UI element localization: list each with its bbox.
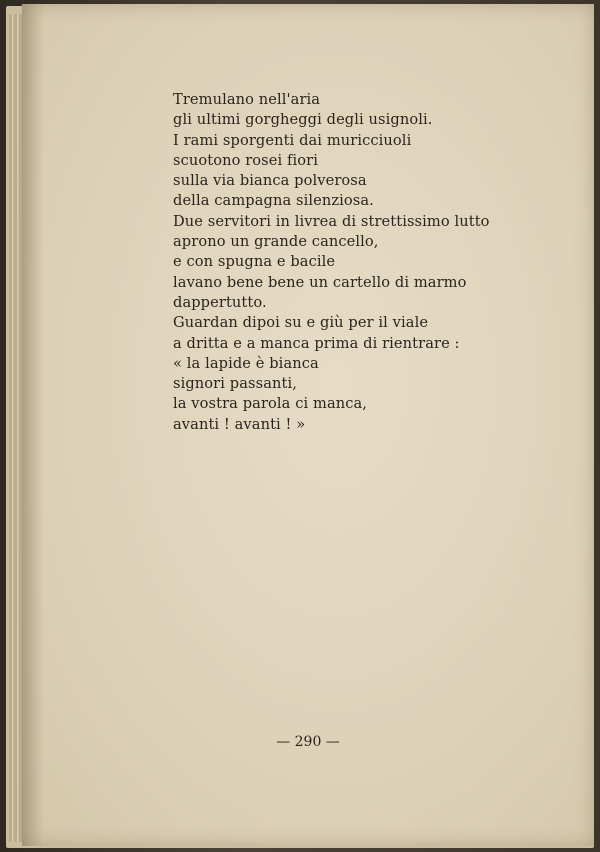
poem-line: Tremulano nell'aria xyxy=(173,91,321,108)
poem-line: dappertutto. xyxy=(173,293,267,311)
poem-line: signori passanti, xyxy=(173,375,297,393)
poem-line: Guardan dipoi su e giù per il viale xyxy=(173,314,429,332)
poem-line: della campagna silenziosa. xyxy=(173,192,374,210)
page-edge xyxy=(14,14,18,842)
poem-line: gli ultimi gorgheggi degli usignoli. xyxy=(173,111,433,129)
poem-line: avanti ! avanti ! » xyxy=(173,415,306,433)
poem-line: « la lapide è bianca xyxy=(173,354,319,372)
poem-line: I rami sporgenti dai muricciuoli xyxy=(173,131,412,149)
poem-text xyxy=(173,90,533,435)
poem-line: Due servitori in livrea di strettissimo lutto xyxy=(173,212,490,230)
book-page xyxy=(22,4,594,846)
poem-line: la vostra parola ci manca, xyxy=(173,395,368,413)
poem-line: a dritta e a manca prima di rientrare : xyxy=(173,334,460,352)
page-number: — 290 — xyxy=(276,734,340,750)
poem-line: e con spugna e bacile xyxy=(173,253,336,271)
poem-line: lavano bene bene un cartello di marmo xyxy=(173,273,467,291)
spine-shadow xyxy=(22,4,44,846)
poem-line: scuotono rosei fiori xyxy=(173,151,319,169)
page-edge xyxy=(9,14,13,842)
poem-line: aprono un grande cancello, xyxy=(173,233,379,251)
poem-line: sulla via bianca polverosa xyxy=(173,172,367,190)
